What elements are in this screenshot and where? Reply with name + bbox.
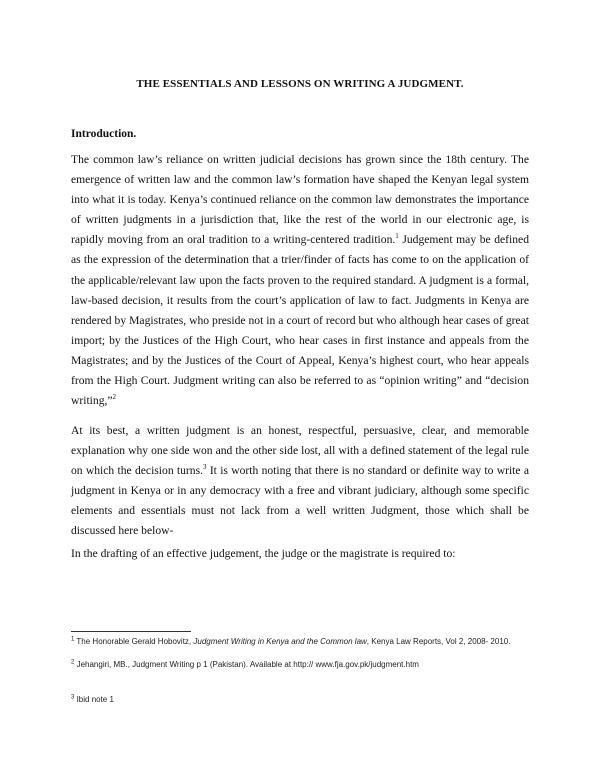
paragraph-1-part-a: The common law’s reliance on written judicial decisions has grown since the 18th century. The emergence of written law and the common law’s formation have shaped the Kenyan legal system into what it is today. Kenya’s continued reliance on the common law demonstrates the importance of written judgments in a jurisdiction that, like the rest of the world in our electronic age, is rapidly moving from an oral tradition to a writing-centered tradition.: [71, 153, 529, 247]
footnote-3-number: 3: [71, 694, 75, 701]
paragraph-2: [71, 421, 529, 542]
footnote-1: [71, 636, 531, 648]
footnote-1-pre: The Honorable Gerald Hobovitz,: [74, 637, 194, 646]
footnote-separator: [71, 631, 191, 632]
footnote-1-number: 1: [71, 636, 75, 643]
footnote-3-text: Ibid note 1: [74, 695, 114, 704]
footnote-ref-1[interactable]: 1: [395, 232, 399, 241]
footnote-ref-3[interactable]: 3: [203, 463, 207, 472]
section-heading-introduction: Introduction.: [71, 128, 137, 140]
footnote-3: [71, 694, 531, 706]
document-title: THE ESSENTIALS AND LESSONS ON WRITING A JUDGMENT.: [136, 78, 464, 90]
footnote-2-text[interactable]: Jehangiri, MB., Judgment Writing p 1 (Pakistan). Available at http:// www.fja.gov.pk/judgment.htm: [74, 660, 419, 669]
paragraph-1: [71, 150, 529, 411]
footnote-1-post: , Kenya Law Reports, Vol 2, 2008- 2010.: [366, 637, 511, 646]
paragraph-1-part-b: Judgement may be defined as the expression of the determination that a trier/finder of facts has come to on the application of the applicable/relevant law upon the facts proven to the required standard. A judgment is a formal, law-based decision, it results from the court’s application of law to fact. Judgments in Kenya are rendered by Magistrates, who preside not in a court of record but who although hear cases of great import; by the Justices of the High Court, who hear cases in first instance and appeals from the Magistrates; and by the Justices of the Court of Appeal, Kenya’s highest court, who hear appeals from the High Court. Judgment writing can also be referred to as “opinion writing” and “decision writing,”: [71, 233, 529, 408]
paragraph-2-part-b: It is worth noting that there is no standard or definite way to write a judgment in Kenya or in any democracy with a free and vibrant judiciary, although some specific elements and essentials must not lack from a well written Judgment, those which shall be discussed here below-: [71, 464, 529, 538]
paragraph-2-part-a: At its best, a written judgment is an honest, respectful, persuasive, clear, and memorable explanation why one side won and the other side lost, all with a defined statement of the legal rule on which the decision turns.: [71, 424, 529, 478]
footnote-ref-2[interactable]: 2: [112, 393, 117, 402]
footnote-2-number: 2: [71, 659, 75, 666]
footnote-1-title: Judgment Writing in Kenya and the Common law: [193, 637, 367, 646]
paragraph-3: In the drafting of an effective judgement, the judge or the magistrate is required to:: [71, 547, 456, 560]
footnote-2: [71, 659, 531, 671]
